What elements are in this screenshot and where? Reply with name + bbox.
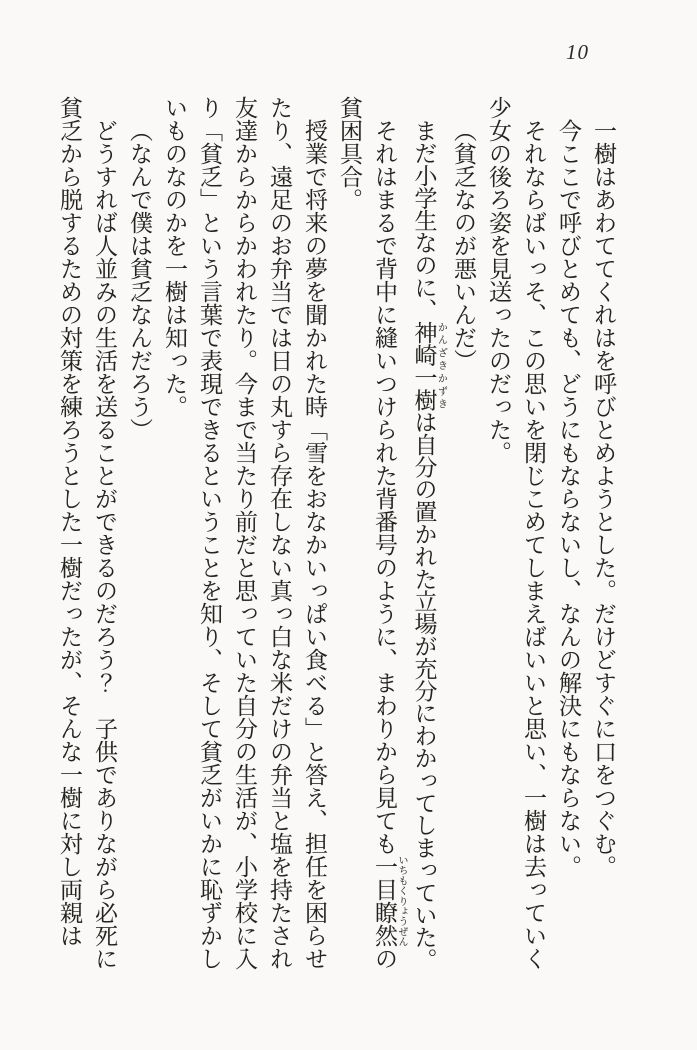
paragraph: まだ小学生なのに、神崎一樹 かんざきかずきは自分の置かれた立場が充分にわかってしまっていた。: [411, 119, 447, 971]
paragraph: （なんで僕は貧乏なんだろう）: [127, 119, 152, 441]
paragraph: （貧乏なのが悪いんだ）: [451, 119, 476, 372]
paragraph: どうすれば人並みの生活を送ることができるのだろう？ 子供でありながら必死に貧乏から脱するための対策を練ろうとした一樹だったが、そんな一樹に対し両親は: [57, 96, 117, 970]
paragraph: 授業で将来の夢を聞かれた時「雪をおなかいっぱい食べる」と答え、担任を困らせたり、遠足のお弁当では日の丸すら存在しない真っ白な米だけの弁当と塩を持たされ友達からからかわれたり。今まで当たり前だと思っていた自分の生活が、小学校に入り「貧乏」という言葉で表現できるということを知り、そして貧乏がいかに恥ずかしいものなのかを一樹は知った。: [162, 96, 327, 970]
paragraph: それはまるで背中に縫いつけられた背番号のように、まわりから見ても一目瞭然 いちもくりょうぜんの貧困具合。: [337, 96, 407, 970]
ruby-annotated-text: 一目瞭然 いちもくりょうぜん: [372, 855, 407, 947]
vertical-text-block: [52, 96, 621, 973]
ruby-annotated-text: 神崎一樹 かんざきかずき: [411, 320, 447, 411]
page-number: 10: [566, 40, 589, 64]
paragraph: 今ここで呼びとめても、どうにもならないし、なんの解決にもならない。: [556, 119, 581, 878]
furigana: いちもくりょうぜん: [396, 855, 407, 947]
paragraph: 一樹はあわててくれはを呼びとめようとした。だけどすぐに口をつぐむ。: [591, 119, 616, 878]
furigana: かんざきかずき: [435, 320, 447, 411]
paragraph: それならばいっそ、この思いを閉じこめてしまえばいいと思い、一樹は去っていく少女の後ろ姿を見送ったのだった。: [486, 96, 546, 970]
